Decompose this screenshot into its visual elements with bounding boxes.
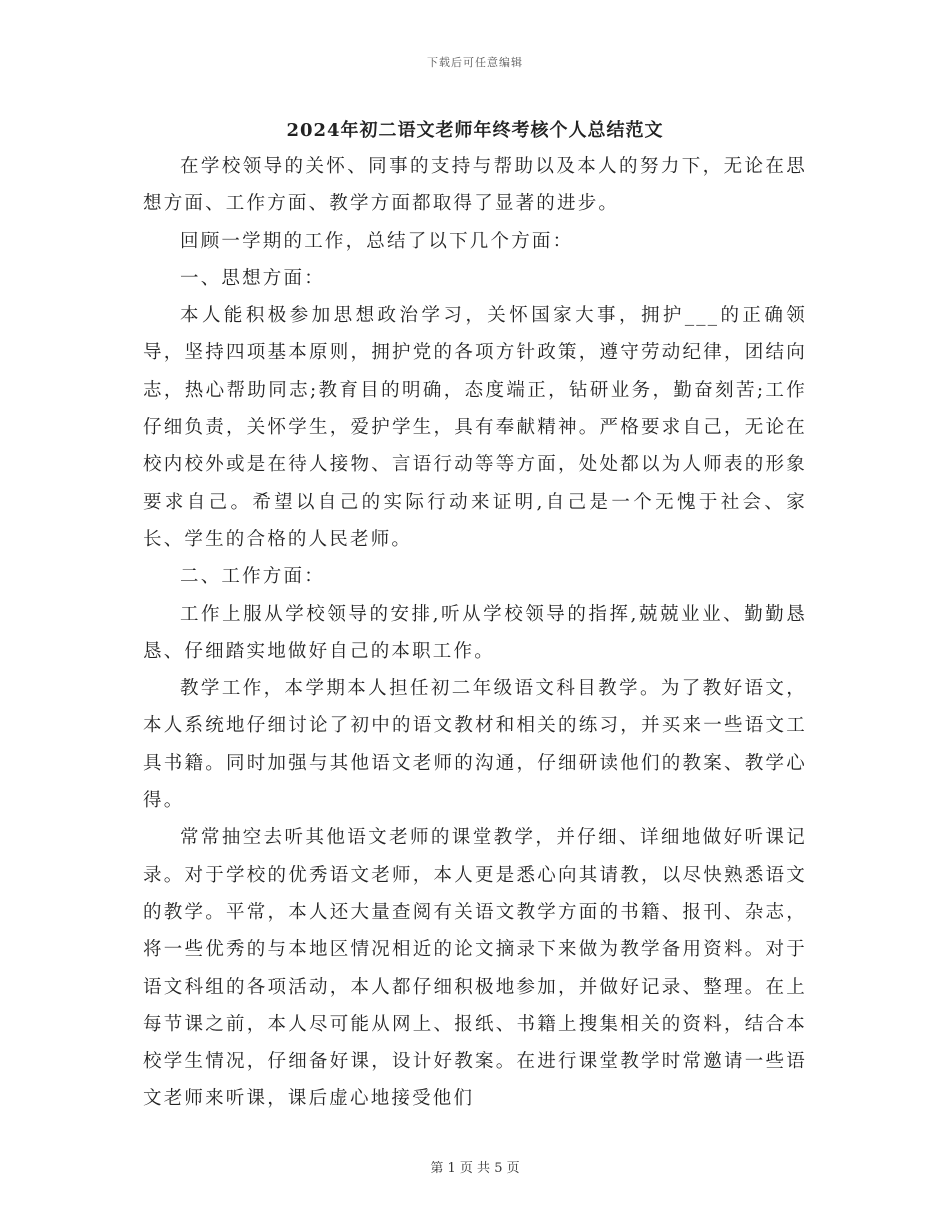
paragraph-thought: 本人能积极参加思想政治学习，关怀国家大事，拥护___的正确领导，坚持四项基本原则，拥护党的各项方针政策，遵守劳动纪律，团结向志，热心帮助同志;教育目的明确，态度端正，钻研业务，勤奋刻苦;工作仔细负责，关怀学生，爱护学生，具有奉献精神。严格要求自己，无论在校内校外或是在待人接物、言语行动等等方面，处处都以为人师表的形象要求自己。希望以自己的实际行动来证明,自己是一个无愧于社会、家长、学生的合格的人民老师。 <box>143 305 807 550</box>
paragraph-review: 回顾一学期的工作，总结了以下几个方面： <box>180 230 574 252</box>
paragraph-observation: 常常抽空去听其他语文老师的课堂教学，并仔细、详细地做好听课记录。对于学校的优秀语文老师，本人更是悉心向其请教，以尽快熟悉语文的教学。平常，本人还大量查阅有关语文教学方面的书籍、报刊、杂志，将一些优秀的与本地区情况相近的论文摘录下来做为教学备用资料。对于语文科组的各项活动，本人都仔细积极地参加，并做好记录、整理。在上每节课之前，本人尽可能从网上、报纸、书籍上搜集相关的资料，结合本校学生情况，仔细备好课，设计好教案。在进行课堂教学时常邀请一些语文老师来听课，课后虚心地接受他们 <box>143 827 807 1110</box>
paragraph-teaching: 教学工作，本学期本人担任初二年级语文科目教学。为了教好语文，本人系统地仔细讨论了初中的语文教材和相关的练习，并买来一些语文工具书籍。同时加强与其他语文老师的沟通，仔细研读他们的教案、教学心得。 <box>143 678 807 812</box>
paragraph-intro: 在学校领导的关怀、同事的支持与帮助以及本人的努力下，无论在思想方面、工作方面、教学方面都取得了显著的进步。 <box>143 156 807 215</box>
section-heading-thought: 一、思想方面： <box>180 267 325 289</box>
document-body <box>143 148 807 1118</box>
page-header-note: 下载后可任意编辑 <box>427 56 523 69</box>
page-number-footer: 第 1 页 共 5 页 <box>430 1161 520 1176</box>
document-title: 2024年初二语文老师年终考核个人总结范文 <box>286 120 664 141</box>
paragraph-work: 工作上服从学校领导的安排,听从学校领导的指挥,兢兢业业、勤勤恳恳、仔细踏实地做好自己的本职工作。 <box>143 603 807 662</box>
section-heading-work: 二、工作方面： <box>180 566 325 588</box>
